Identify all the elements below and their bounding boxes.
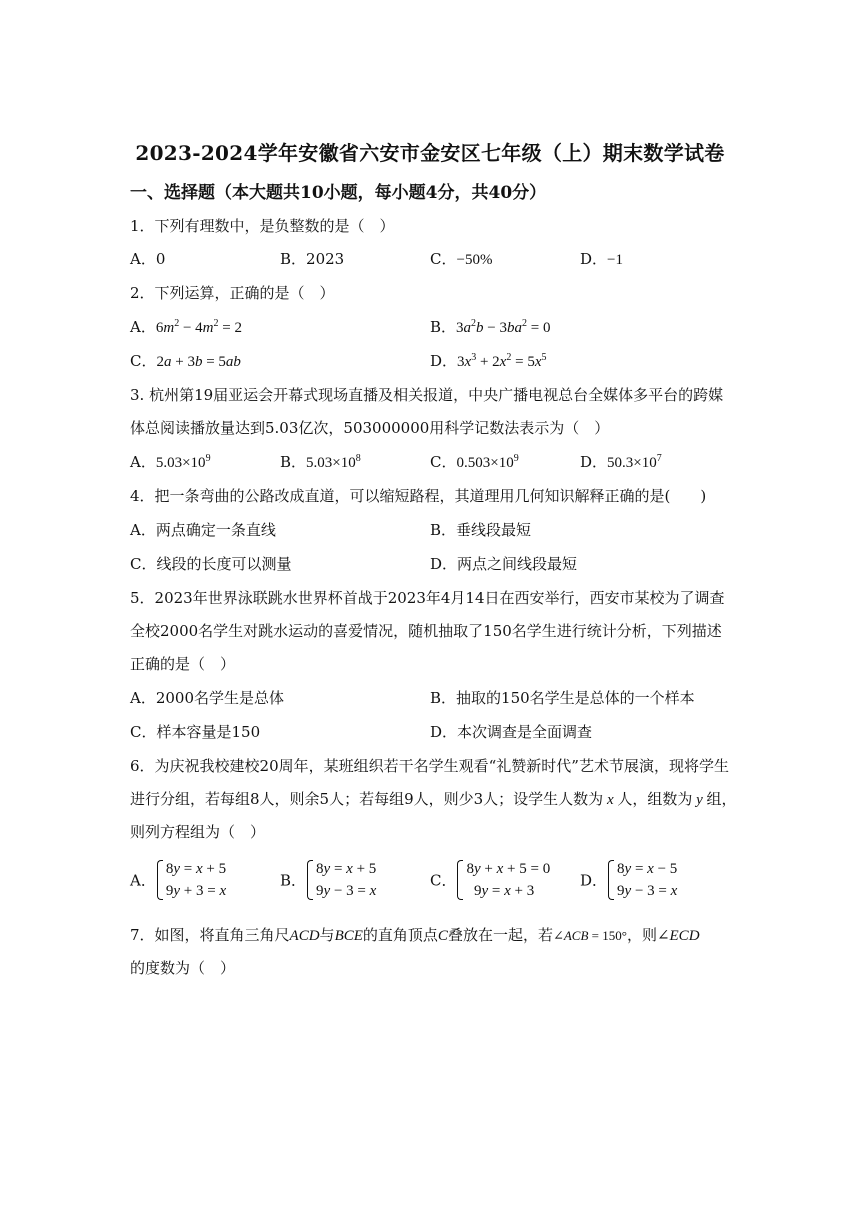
section-heading: 一、选择题（本大题共10小题，每小题4分，共40分）: [130, 183, 547, 203]
question-1-option-d: D．−1: [580, 250, 623, 268]
question-6-option-d: D． 8y = x − 5 9y − 3 = x: [580, 858, 677, 902]
question-3-option-d: D．$50.3\times 10^7$: [580, 453, 662, 471]
question-1-option-a: A．0: [130, 250, 166, 268]
question-2-option-d: D．$3x^3 + 2x^2 = 5x^5$: [430, 352, 547, 370]
question-4-stem: 4．把一条弯曲的公路改成直道，可以缩短路程，其道理用几何知识解释正确的是( ): [130, 487, 707, 505]
question-5-option-a: A．2000名学生是总体: [130, 689, 285, 707]
question-6-option-a: A． 8y = x + 5 9y + 3 = x: [130, 858, 226, 902]
question-2-option-a: A．$6m^2 - 4m^2 = 2$: [130, 318, 242, 336]
question-2-option-b: B．$3a^2b - 3ba^2 = 0$: [430, 318, 551, 336]
page-title: 2023-2024学年安徽省六安市金安区七年级（上）期末数学试卷: [135, 141, 725, 165]
question-1-stem: 1．下列有理数中，是负整数的是（ ）: [130, 217, 395, 235]
question-3-line-1: 3. 杭州第19届亚运会开幕式现场直播及相关报道，中央广播电视总台全媒体多平台的跨媒: [130, 386, 724, 404]
question-2-option-c: C．2a + 3b = 5ab: [130, 352, 241, 370]
question-4-option-c: C．线段的长度可以测量: [130, 555, 292, 573]
question-5-option-d: D．本次调查是全面调查: [430, 723, 593, 741]
question-5-option-c: C．样本容量是150: [130, 723, 261, 741]
question-2-stem: 2．下列运算，正确的是（ ）: [130, 284, 335, 302]
question-1-option-c: C．−50%: [430, 250, 493, 268]
question-7-line-1: 7．如图，将直角三角尺ACD与BCE的直角顶点C叠放在一起，若∠ACB = 150°，则∠ECD: [130, 926, 700, 944]
question-3-line-2: 体总阅读播放量达到5.03亿次，503000000用科学记数法表示为（ ）: [130, 419, 610, 437]
question-7-line-2: 的度数为（ ）: [130, 959, 236, 977]
question-5-option-b: B．抽取的150名学生是总体的一个样本: [430, 689, 695, 707]
question-6-line-2: 进行分组，若每组8人，则余5人；若每组9人，则少3人；设学生人数为 x 人，组数为 y 组，: [130, 790, 737, 808]
question-6-line-1: 6．为庆祝我校建校20周年，某班组织若干名学生观看“礼赞新时代”艺术节展演，现将学生: [130, 757, 729, 775]
question-5-line-2: 全校2000名学生对跳水运动的喜爱情况，随机抽取了150名学生进行统计分析，下列描述: [130, 622, 722, 640]
question-3-option-c: C．$0.503\times 10^9$: [430, 453, 519, 471]
question-4-option-d: D．两点之间线段最短: [430, 555, 578, 573]
question-3-option-b: B．$5.03\times 10^8$: [280, 453, 361, 471]
question-1-option-b: B．2023: [280, 250, 345, 268]
question-5-line-3: 正确的是（ ）: [130, 655, 236, 673]
question-3-option-a: A．$5.03\times 10^9$: [130, 453, 211, 471]
question-4-option-b: B．垂线段最短: [430, 521, 532, 539]
question-6-line-3: 则列方程组为（ ）: [130, 823, 266, 841]
question-5-line-1: 5．2023年世界泳联跳水世界杯首战于2023年4月14日在西安举行，西安市某校为了调查: [130, 589, 725, 607]
question-6-option-c: C． 8y + x + 5 = 0 9y = x + 3: [430, 858, 550, 902]
question-4-option-a: A．两点确定一条直线: [130, 521, 276, 539]
question-6-option-b: B． 8y = x + 5 9y − 3 = x: [280, 858, 376, 902]
